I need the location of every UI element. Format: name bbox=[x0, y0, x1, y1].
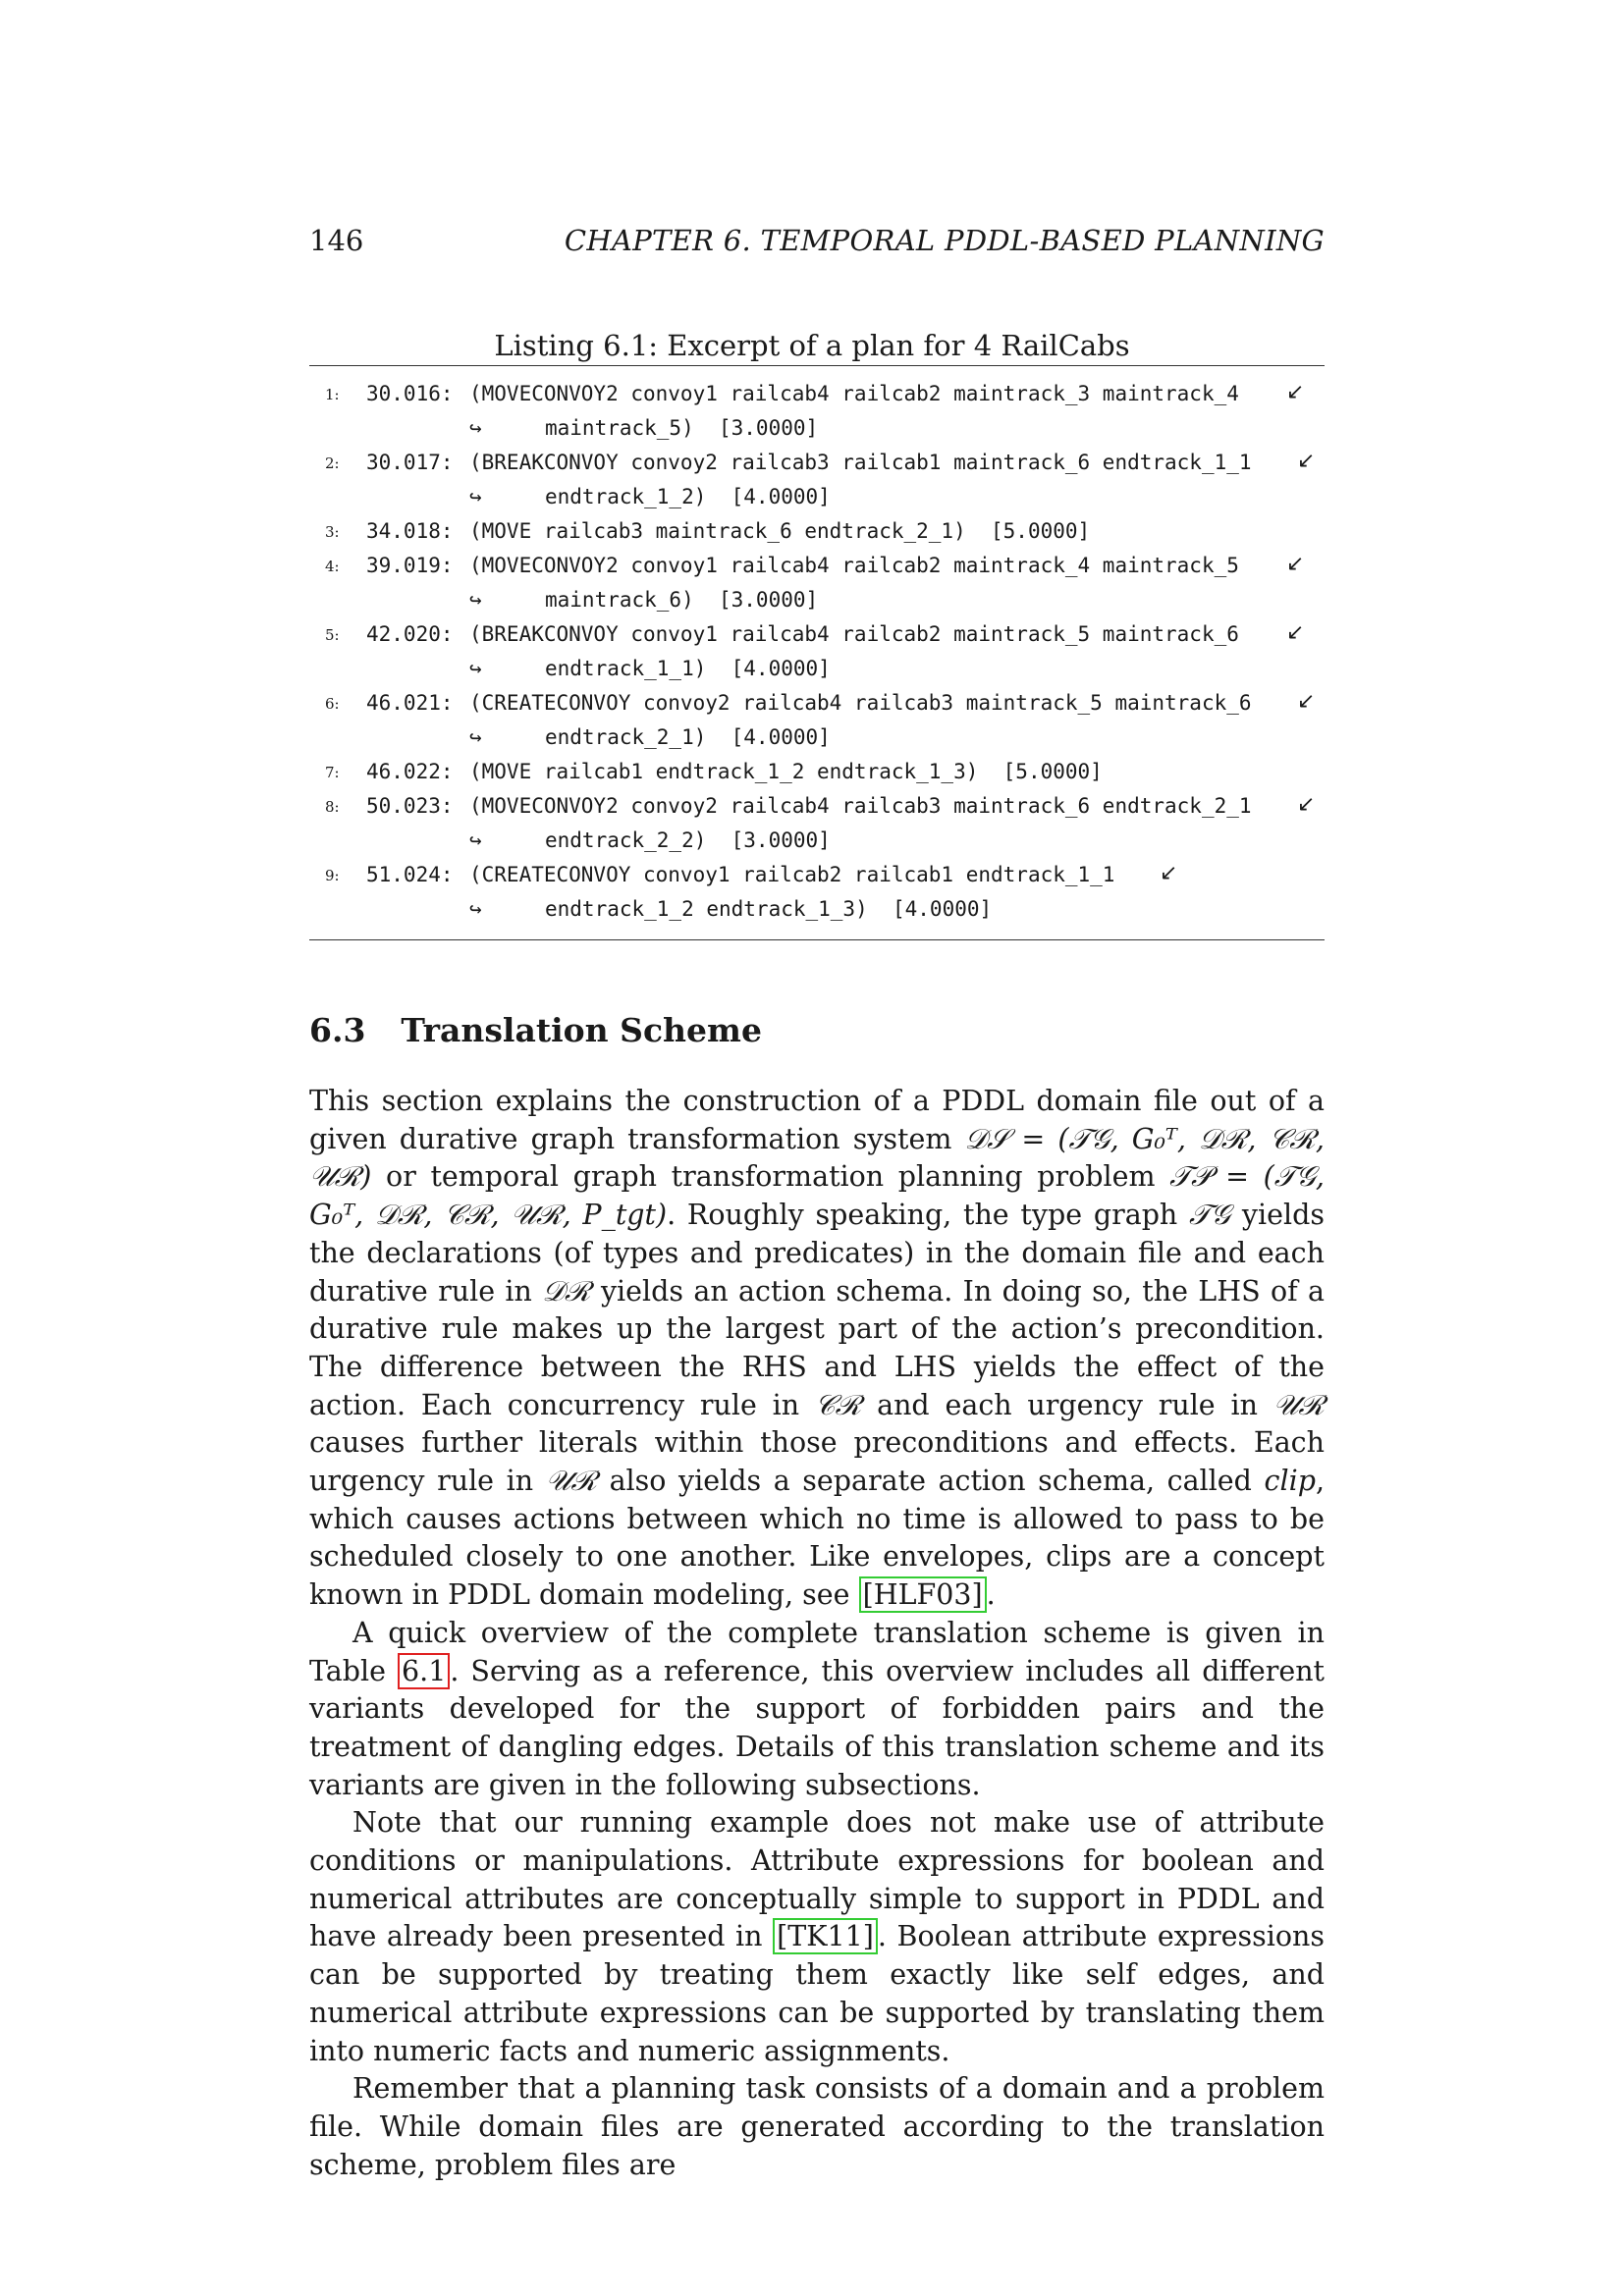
text: A quick overview of the complete translation scheme is given in Table bbox=[309, 1616, 1325, 1687]
math-tp: 𝒯𝒫 = (𝒯𝒢, G₀ᵀ, 𝒟ℛ, 𝒞ℛ, 𝒰ℛ, P_tgt) bbox=[309, 1160, 1325, 1232]
listing-line bbox=[309, 758, 1325, 792]
listing-line bbox=[309, 689, 1325, 723]
wrap-arrow-icon: ↙ bbox=[1297, 689, 1316, 714]
paragraph bbox=[309, 1804, 1325, 2070]
action-text: (CREATECONVOY convoy2 railcab4 railcab3 maintrack_5 maintrack_6 bbox=[469, 691, 1252, 715]
timestamp: 46.022: bbox=[366, 760, 454, 783]
continuation-text: endtrack_2_2) [3.0000] bbox=[545, 828, 831, 852]
timestamp: 30.016: bbox=[366, 382, 454, 405]
wrap-arrow-icon: ↙ bbox=[1297, 792, 1316, 817]
action-text: (MOVECONVOY2 convoy2 railcab4 railcab3 maintrack_6 endtrack_2_1 bbox=[469, 794, 1252, 818]
math-tg: 𝒯𝒢 bbox=[1189, 1199, 1231, 1232]
text: Note that our running example does not make use of attribute conditions or manipulations. Attribute expressions for boolean and numerical attributes are conceptually simple to support in PDDL and have already been presented in bbox=[309, 1806, 1325, 1953]
text: and each urgency rule in bbox=[861, 1388, 1273, 1421]
wrap-arrow-icon: ↙ bbox=[1286, 380, 1305, 404]
page-number: 146 bbox=[309, 224, 364, 257]
line-number: 3: bbox=[325, 523, 340, 541]
action-text: (MOVE railcab3 maintrack_6 endtrack_2_1) [5.0000] bbox=[469, 519, 1091, 543]
paragraph bbox=[309, 1615, 1325, 1805]
math-dr: 𝒟ℛ bbox=[542, 1274, 591, 1308]
text: . bbox=[986, 1578, 996, 1612]
timestamp: 34.018: bbox=[366, 519, 454, 543]
timestamp: 30.017: bbox=[366, 451, 454, 474]
listing-continuation bbox=[309, 723, 1325, 758]
text: Remember that a planning task consists of a domain and a problem file. While domain files are generated according to the translation scheme, problem files are bbox=[309, 2072, 1325, 2181]
action-text: (MOVE railcab1 endtrack_1_2 endtrack_1_3) [5.0000] bbox=[469, 760, 1103, 783]
continuation-text: endtrack_1_1) [4.0000] bbox=[545, 657, 831, 680]
wrap-arrow-icon: ↙ bbox=[1286, 620, 1305, 645]
continuation-text: maintrack_6) [3.0000] bbox=[545, 588, 819, 612]
listing-line bbox=[309, 449, 1325, 483]
action-text: (CREATECONVOY convoy1 railcab2 railcab1 endtrack_1_1 bbox=[469, 863, 1115, 886]
continuation-arrow-icon: ↪ bbox=[469, 485, 482, 508]
emphasis-clip: clip bbox=[1264, 1465, 1316, 1498]
continuation-arrow-icon: ↪ bbox=[469, 657, 482, 680]
listing-continuation bbox=[309, 586, 1325, 620]
text: yields an action schema. In doing so, the LHS of a durative rule makes up the largest part of the action’s precondition. The difference between the RHS and LHS yields the effect of the action. Each concurrency rule in bbox=[309, 1274, 1325, 1421]
continuation-text: endtrack_1_2) [4.0000] bbox=[545, 485, 831, 508]
action-text: (BREAKCONVOY convoy1 railcab4 railcab2 maintrack_5 maintrack_6 bbox=[469, 622, 1239, 646]
line-number: 9: bbox=[325, 867, 340, 884]
line-number: 5: bbox=[325, 626, 340, 644]
code-listing bbox=[309, 365, 1325, 940]
text: causes further literals within those preconditions and effects. Each urgency rule in bbox=[309, 1426, 1325, 1498]
wrap-arrow-icon: ↙ bbox=[1297, 449, 1316, 473]
text: , which causes actions between which no time is allowed to pass to be scheduled closely to one another. Like envelopes, clips are a concept known in PDDL domain modeling, see bbox=[309, 1465, 1325, 1612]
continuation-text: endtrack_2_1) [4.0000] bbox=[545, 725, 831, 749]
table-reference-link[interactable]: 6.1 bbox=[398, 1653, 450, 1689]
math-ur: 𝒰ℛ bbox=[545, 1465, 597, 1498]
listing-continuation bbox=[309, 895, 1325, 930]
text: . Serving as a reference, this overview includes all different variants developed for the support of forbidden pairs and the treatment of dangling edges. Details of this translation scheme and its variants are given in the following subsections. bbox=[309, 1654, 1325, 1801]
listing-line bbox=[309, 792, 1325, 827]
timestamp: 42.020: bbox=[366, 622, 454, 646]
body-text bbox=[309, 1083, 1325, 2184]
continuation-text: endtrack_1_2 endtrack_1_3) [4.0000] bbox=[545, 897, 993, 921]
wrap-arrow-icon: ↙ bbox=[1286, 552, 1305, 576]
line-number: 4: bbox=[325, 558, 340, 575]
continuation-arrow-icon: ↪ bbox=[469, 725, 482, 749]
continuation-arrow-icon: ↪ bbox=[469, 897, 482, 921]
timestamp: 51.024: bbox=[366, 863, 454, 886]
listing-caption: Listing 6.1: Excerpt of a plan for 4 RailCabs bbox=[494, 329, 1130, 362]
citation-link[interactable]: [HLF03] bbox=[859, 1576, 987, 1613]
line-number: 7: bbox=[325, 764, 340, 781]
timestamp: 39.019: bbox=[366, 554, 454, 577]
line-number: 2: bbox=[325, 454, 340, 472]
text: or temporal graph transformation planning problem bbox=[371, 1160, 1170, 1194]
listing-line bbox=[309, 517, 1325, 552]
timestamp: 46.021: bbox=[366, 691, 454, 715]
citation-link[interactable]: [TK11] bbox=[773, 1918, 878, 1954]
section-number: 6.3 bbox=[309, 1011, 366, 1049]
listing-line bbox=[309, 620, 1325, 655]
listing-continuation bbox=[309, 827, 1325, 861]
section-title: Translation Scheme bbox=[401, 1011, 762, 1049]
text: also yields a separate action schema, called bbox=[596, 1465, 1265, 1498]
listing-continuation bbox=[309, 483, 1325, 517]
text: This section explains the construction of a PDDL domain file out of a given durative graph transformation system bbox=[309, 1085, 1325, 1155]
continuation-text: maintrack_5) [3.0000] bbox=[545, 416, 819, 440]
continuation-arrow-icon: ↪ bbox=[469, 828, 482, 852]
paragraph bbox=[309, 2070, 1325, 2184]
text: . Roughly speaking, the type graph bbox=[667, 1199, 1190, 1232]
continuation-arrow-icon: ↪ bbox=[469, 416, 482, 440]
listing-continuation bbox=[309, 414, 1325, 449]
listing-line bbox=[309, 380, 1325, 414]
line-number: 6: bbox=[325, 695, 340, 713]
wrap-arrow-icon: ↙ bbox=[1160, 861, 1178, 885]
math-cr: 𝒞ℛ bbox=[814, 1388, 862, 1421]
text: . Boolean attribute expressions can be supported by treating them exactly like self edges, and numerical attribute expressions can be supported by translating them into numeric facts and numeric assignments. bbox=[309, 1920, 1325, 2067]
action-text: (MOVECONVOY2 convoy1 railcab4 railcab2 maintrack_4 maintrack_5 bbox=[469, 554, 1239, 577]
paragraph bbox=[309, 1083, 1325, 1615]
listing-line bbox=[309, 552, 1325, 586]
continuation-arrow-icon: ↪ bbox=[469, 588, 482, 612]
text: yields the declarations (of types and predicates) in the domain file and each durative rule in bbox=[309, 1199, 1325, 1308]
math-ur: 𝒰ℛ bbox=[1272, 1388, 1325, 1421]
section-heading bbox=[309, 1011, 762, 1049]
line-number: 1: bbox=[325, 386, 340, 403]
math-ds: 𝒟𝒮 = (𝒯𝒢, G₀ᵀ, 𝒟ℛ, 𝒞ℛ, 𝒰ℛ) bbox=[309, 1122, 1325, 1194]
timestamp: 50.023: bbox=[366, 794, 454, 818]
listing-continuation bbox=[309, 655, 1325, 689]
listing-line bbox=[309, 861, 1325, 895]
line-number: 8: bbox=[325, 798, 340, 816]
action-text: (MOVECONVOY2 convoy1 railcab4 railcab2 maintrack_3 maintrack_4 bbox=[469, 382, 1239, 405]
action-text: (BREAKCONVOY convoy2 railcab3 railcab1 maintrack_6 endtrack_1_1 bbox=[469, 451, 1252, 474]
running-header: CHAPTER 6. TEMPORAL PDDL-BASED PLANNING bbox=[564, 224, 1325, 257]
